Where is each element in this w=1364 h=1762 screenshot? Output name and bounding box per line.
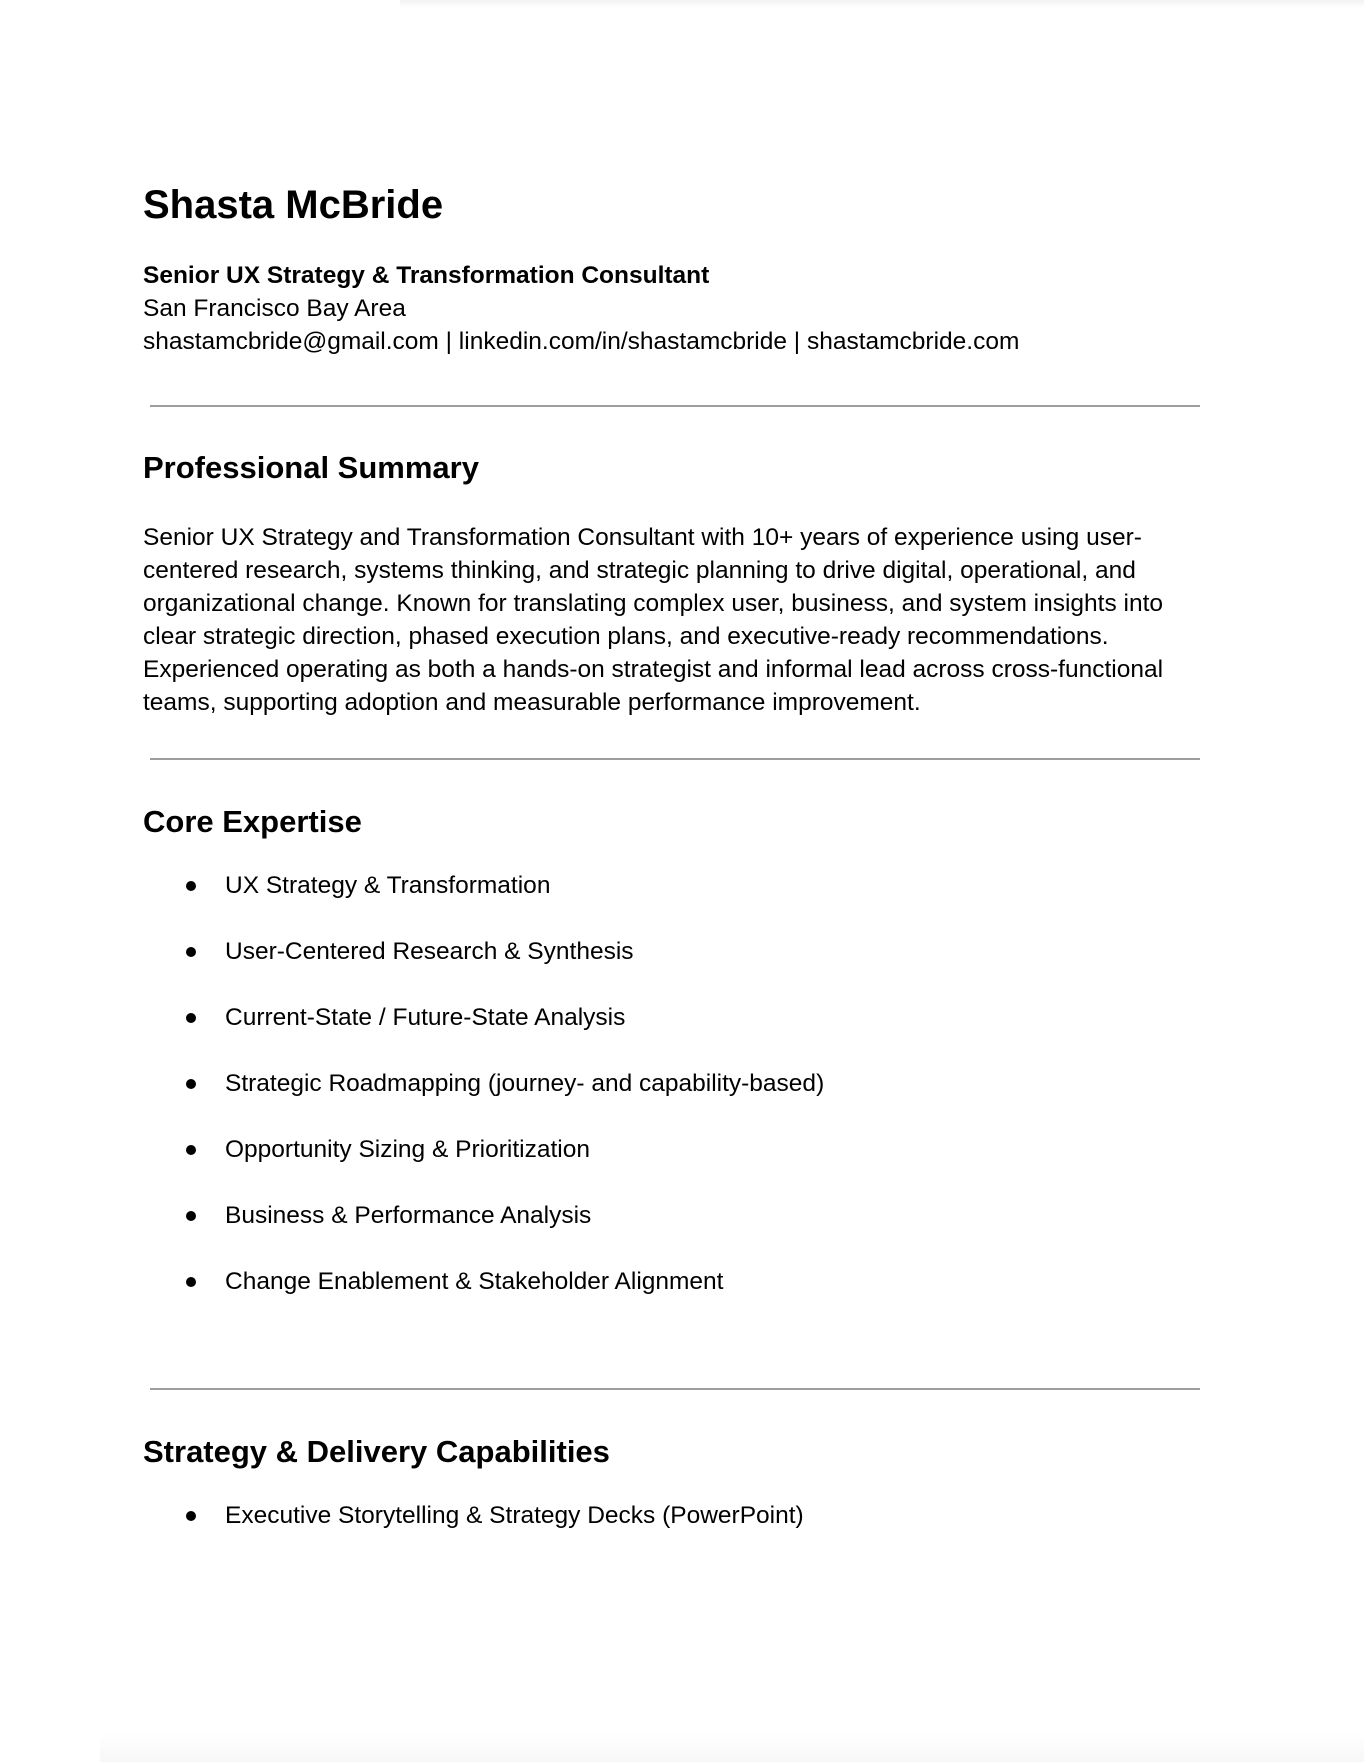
summary-heading: Professional Summary [143,450,479,485]
location-text: San Francisco Bay Area [143,295,406,322]
candidate-name: Shasta McBride [143,183,444,227]
expertise-heading: Core Expertise [143,804,362,839]
capabilities-heading: Strategy & Delivery Capabilities [143,1434,610,1469]
list-item-text: User-Centered Research & Synthesis [225,938,634,965]
page-edge-shadow [100,1732,1364,1762]
bullet-icon [186,1277,196,1287]
summary-text: Senior UX Strategy and Transformation Consultant with 10+ years of experience using user-centered research, systems thinking, and strategic planning to drive digital, operational, and organizational change. Known for translating complex user, business, and system insights into clear strategic direction, phased execution plans, and executive-ready recommendations. Experienced operating as both a hands-on strategist and informal lead across cross-functional teams, supporting adoption and measurable performance improvement. [143,524,1164,716]
bullet-icon [186,1145,196,1155]
list-item-text: Business & Performance Analysis [225,1202,592,1229]
job-headline: Senior UX Strategy & Transformation Consultant [143,262,710,289]
section-divider [150,758,1200,760]
list-item-text: Opportunity Sizing & Prioritization [225,1136,590,1163]
list-item-text: Current-State / Future-State Analysis [225,1004,626,1031]
page-edge-shadow [400,0,1364,8]
contact-line: shastamcbride@gmail.com | linkedin.com/in/shastamcbride | shastamcbride.com [143,328,1020,355]
list-item-text: Change Enablement & Stakeholder Alignment [225,1268,724,1295]
section-divider [150,1388,1200,1390]
bullet-icon [186,1079,196,1089]
contact-block [143,259,1019,358]
section-divider [150,405,1200,407]
bullet-icon [186,947,196,957]
bullet-icon [186,881,196,891]
bullet-icon [186,1013,196,1023]
bullet-icon [186,1211,196,1221]
list-item-text: UX Strategy & Transformation [225,872,551,899]
list-item-text: Strategic Roadmapping (journey- and capability-based) [225,1070,825,1097]
bullet-icon [186,1511,196,1521]
list-item-text: Executive Storytelling & Strategy Decks (PowerPoint) [225,1502,804,1529]
